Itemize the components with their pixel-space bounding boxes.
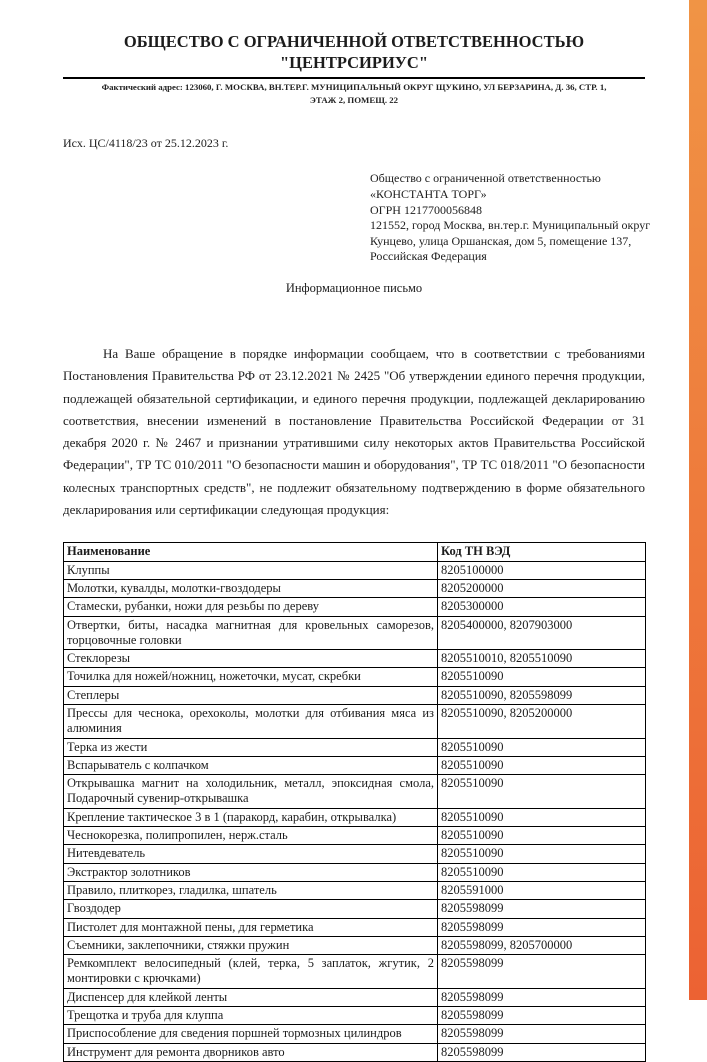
tnved-code-cell: 8205400000, 8207903000 [438,616,646,650]
tnved-code-cell: 8205598099, 8205700000 [438,936,646,954]
tnved-code-cell: 8205510090 [438,775,646,809]
table-row [64,579,646,597]
tnved-code-cell: 8205510090 [438,738,646,756]
tnved-code-cell: 8205300000 [438,598,646,616]
recipient-line: 121552, город Москва, вн.тер.г. Муниципальный округ [370,218,651,233]
table-row [64,1025,646,1043]
column-header-code: Код ТН ВЭД [438,543,646,561]
table-row [64,704,646,738]
product-name-cell: Крепление тактическое 3 в 1 (паракорд, карабин, открывалка) [64,808,438,826]
product-name-cell: Стамески, рубанки, ножи для резьбы по дереву [64,598,438,616]
product-name-cell: Чеснокорезка, полипропилен, нерж.сталь [64,827,438,845]
table-row [64,863,646,881]
table-row [64,738,646,756]
tnved-code-cell: 8205510010, 8205510090 [438,650,646,668]
product-name-cell: Терка из жести [64,738,438,756]
product-name-cell: Пистолет для монтажной пены, для герметика [64,918,438,936]
product-name-cell: Инструмент для ремонта дворников авто [64,1043,438,1061]
tnved-code-cell: 8205510090 [438,845,646,863]
table-row [64,827,646,845]
column-header-name: Наименование [64,543,438,561]
product-name-cell: Нитевдеватель [64,845,438,863]
product-table-body [64,561,646,1061]
product-name-cell: Клуппы [64,561,438,579]
table-row [64,775,646,809]
recipient-line: Кунцево, улица Оршанская, дом 5, помещение 137, [370,233,632,248]
table-row [64,616,646,650]
product-name-cell: Стеклорезы [64,650,438,668]
recipient-line: Общество с ограниченной ответственностью [370,171,601,186]
tnved-code-cell: 8205510090 [438,863,646,881]
header-divider [63,77,645,79]
table-row [64,918,646,936]
table-row [64,808,646,826]
company-name-line1: ОБЩЕСТВО С ОГРАНИЧЕННОЙ ОТВЕТСТВЕННОСТЬЮ [123,32,585,51]
table-row [64,936,646,954]
table-row [64,668,646,686]
table-row [64,1043,646,1061]
tnved-code-cell: 8205591000 [438,881,646,899]
tnved-code-cell: 8205510090, 8205598099 [438,686,646,704]
table-row [64,988,646,1006]
table-row [64,845,646,863]
table-row [64,686,646,704]
tnved-code-cell: 8205598099 [438,955,646,989]
letter-title: Информационное письмо [285,280,423,295]
product-name-cell: Прессы для чеснока, орехоколы, молотки для отбивания мяса из алюминия [64,704,438,738]
outgoing-ref-number: Исх. ЦС/4118/23 от 25.12.2023 г. [63,136,229,151]
table-header-row [64,543,646,561]
tnved-code-cell: 8205510090 [438,827,646,845]
table-row [64,1007,646,1025]
product-name-cell: Степлеры [64,686,438,704]
product-name-cell: Молотки, кувалды, молотки-гвоздодеры [64,579,438,597]
product-table [63,542,646,1062]
letter-body-paragraph: На Ваше обращение в порядке информации сообщаем, что в соответствии с требованиями Постановления Правительства РФ от 23.12.2021 № 2425 "Об утверждении единого перечня продукции, подлежащей обязательной сертификации, и единого перечня продукции, подлежащей декларированию соответствия, внесении изменений в постановление Правительства Российской Федерации от 31 декабря 2020 г. № 2467 и признании утратившими силу некоторых актов Правительства Российской Федерации", ТР ТС 010/2011 "О безопасности машин и оборудования", ТР ТС 018/2011 "О безопасности колесных транспортных средств", не подлежит обязательному подтверждению в форме обязательного декларирования или сертификации следующая продукция: [63,345,645,518]
table-row [64,955,646,989]
product-name-cell: Диспенсер для клейкой ленты [64,988,438,1006]
tnved-code-cell: 8205598099 [438,1007,646,1025]
product-name-cell: Трещотка и труба для клуппа [64,1007,438,1025]
tnved-code-cell: 8205598099 [438,918,646,936]
product-name-cell: Экстрактор золотников [64,863,438,881]
letter-content [63,0,651,1062]
product-name-cell: Точилка для ножей/ножниц, ножеточки, мусат, скребки [64,668,438,686]
recipient-line: «КОНСТАНТА ТОРГ» [370,186,487,201]
product-name-cell: Гвоздодер [64,900,438,918]
product-name-cell: Съемники, заклепочники, стяжки пружин [64,936,438,954]
company-name-line2: "ЦЕНТРСИРИУС" [280,53,428,73]
tnved-code-cell: 8205598099 [438,1043,646,1061]
company-address: Фактический адрес: 123060, Г. МОСКВА, ВН.ТЕР.Г. МУНИЦИПАЛЬНЫЙ ОКРУГ ЩУКИНО, УЛ БЕРЗАРИНА, Д. 36, СТР. 1, ЭТАЖ 2, ПОМЕЩ. 22 [101,81,607,105]
tnved-code-cell: 8205598099 [438,1025,646,1043]
tnved-code-cell: 8205510090, 8205200000 [438,704,646,738]
tnved-code-cell: 8205510090 [438,756,646,774]
product-name-cell: Отвертки, биты, насадка магнитная для кровельных саморезов, торцовочные головки [64,616,438,650]
table-row [64,900,646,918]
tnved-code-cell: 8205598099 [438,900,646,918]
tnved-code-cell: 8205510090 [438,668,646,686]
table-row [64,881,646,899]
company-name [63,31,645,74]
table-row [64,561,646,579]
recipient-line: Российская Федерация [370,249,487,264]
recipient-block [370,171,651,265]
product-name-cell: Вспарыватель с колпачком [64,756,438,774]
product-name-cell: Открывашка магнит на холодильник, металл, эпоксидная смола, Подарочный сувенир-открывашка [64,775,438,809]
product-name-cell: Ремкомплект велосипедный (клей, терка, 5 заплаток, жгутик, 2 монтировки с крючками) [64,955,438,989]
table-row [64,756,646,774]
table-row [64,650,646,668]
product-name-cell: Правило, плиткорез, гладилка, шпатель [64,881,438,899]
product-name-cell: Приспособление для сведения поршней тормозных цилиндров [64,1025,438,1043]
tnved-code-cell: 8205200000 [438,579,646,597]
tnved-code-cell: 8205510090 [438,808,646,826]
recipient-line: ОГРН 1217700056848 [370,202,482,217]
table-row [64,598,646,616]
tnved-code-cell: 8205598099 [438,988,646,1006]
tnved-code-cell: 8205100000 [438,561,646,579]
page-edge-accent-stripe [689,0,707,1000]
